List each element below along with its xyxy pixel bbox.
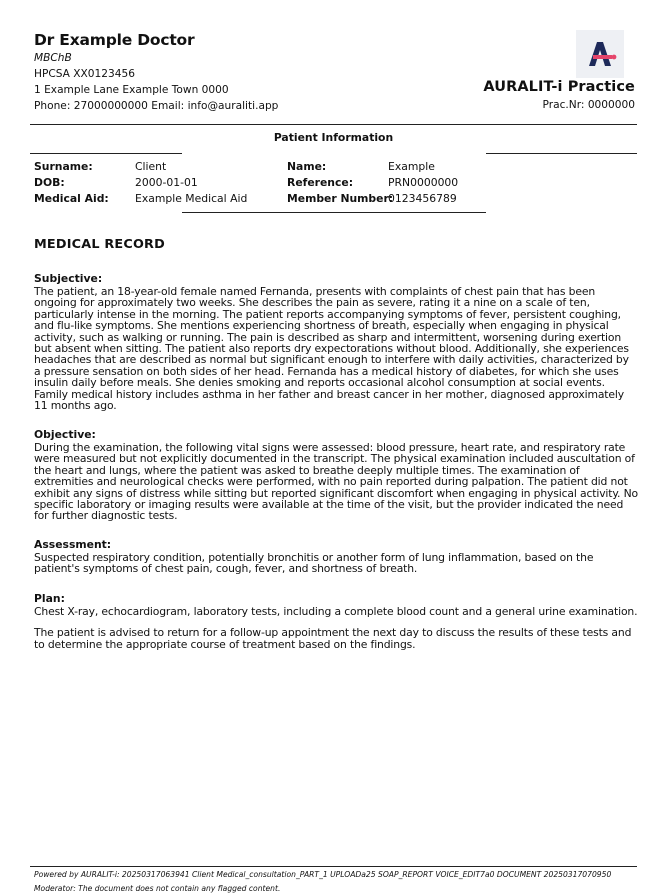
member-number-label: Member Number: [287,192,394,205]
assessment-section [34,538,638,575]
dob-label: DOB: [34,176,65,189]
objective-text: During the examination, the following vital signs were assessed: blood pressure, heart rate, and respiratory rate were measured but not explicitly documented in the transcript. The physical examination included auscultation of the heart and lungs, where the patient was asked to breathe deeply multiple times. The examination of extremities and neurological checks were performed, with no pain reported during palpation. The patient did not exhibit any signs of distress while sitting but reported significant discomfort when engaging in physical activity. No specific laboratory or imaging results were available at the time of the visit, but the provider indicated the need for further diagnostic tests. [34,441,639,523]
plan-followup-text: The patient is advised to return for a follow-up appointment the next day to discuss the results of these tests and to determine the appropriate course of treatment based on the findings. [34,626,632,651]
assessment-heading: Assessment: [34,538,112,551]
header-divider [30,124,637,125]
surname-label: Surname: [34,160,93,173]
patient-info-title: Patient Information [273,131,394,144]
name-value: Example [388,160,435,173]
assessment-text: Suspected respiratory condition, potentially bronchitis or another form of lung inflammation, based on the patient's symptoms of chest pain, cough, fever, and shortness of breath. [34,551,594,576]
plan-text: Chest X-ray, echocardiogram, laboratory tests, including a complete blood count and a general urine examination. [34,605,638,618]
practice-number: Prac.Nr: 0000000 [542,99,635,111]
reference-value: PRN0000000 [388,176,459,189]
doctor-contact: Phone: 27000000000 Email: info@auraliti.app [34,100,279,112]
objective-section [34,428,638,522]
footer-moderator: Moderator: The document does not contain any flagged content. [34,884,281,893]
practice-logo-icon [576,30,624,78]
subjective-section [34,272,638,411]
doctor-name: Dr Example Doctor [34,31,195,49]
doctor-qualification: MBChB [34,52,72,64]
patient-info-rule-right [486,153,637,154]
medical-aid-value: Example Medical Aid [135,192,248,205]
surname-value: Client [135,160,167,173]
doctor-address: 1 Example Lane Example Town 0000 [34,84,229,96]
member-number-value: 0123456789 [388,192,457,205]
dob-value: 2000-01-01 [135,176,198,189]
name-label: Name: [287,160,327,173]
footer-powered-by: Powered by AURALIT-i: 20250317063941 Client Medical_consultation_PART_1 UPLOADa25 SOAP_REPORT VOICE_EDIT7a0 DOCUMENT 20250317070950 [34,870,612,879]
doctor-hpcsa: HPCSA XX0123456 [34,68,135,80]
subjective-text: The patient, an 18-year-old female named Fernanda, presents with complaints of chest pain that has been ongoing for approximately two weeks. She describes the pain as severe, rating it a nine on a scale of ten, particularly intense in the morning. The patient reports accompanying symptoms of fever, persistent coughing, and flu-like symptoms. She mentions experiencing shortness of breath, especially when engaging in physical activity, such as walking or running. The pain is described as sharp and intermittent, worsening during exertion but absent when sitting. The patient also reports dry expectorations without blood. Additionally, she experiences headaches that are described as normal but significant enough to interfere with daily activities, characterized by a pressure sensation on both sides of her head. Fernanda has a medical history of diabetes, for which she uses insulin daily before meals. She denies smoking and reports occasional alcohol consumption at social events. Family medical history includes asthma in her father and breast cancer in her mother, diagnosed approximately 11 months ago. [34,285,629,413]
objective-heading: Objective: [34,428,96,441]
practice-name: AURALIT-i Practice [483,79,635,95]
patient-info-rule-left [30,153,182,154]
plan-heading: Plan: [34,592,65,605]
patient-info-rule-bottom [182,212,486,213]
subjective-heading: Subjective: [34,272,103,285]
footer-divider [30,866,637,867]
reference-label: Reference: [287,176,354,189]
plan-section [34,592,638,650]
medical-record-title: MEDICAL RECORD [34,237,165,252]
medical-aid-label: Medical Aid: [34,192,109,205]
letterhead [34,30,635,114]
